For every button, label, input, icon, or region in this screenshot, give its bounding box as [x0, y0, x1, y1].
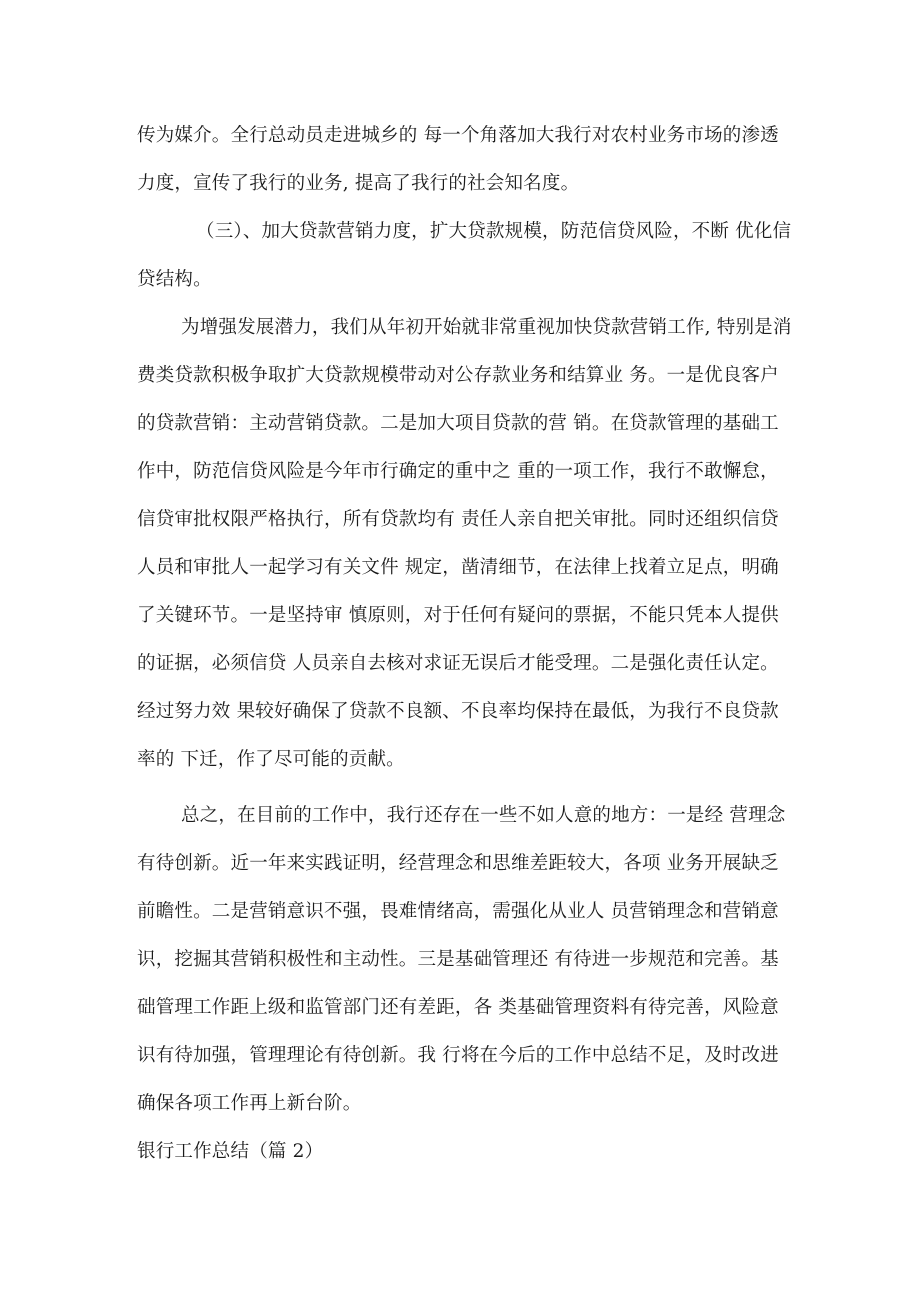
- paragraph-loans-line-4: 作中，防范信贷风险是今年市行确定的重中之 重的一项工作，我行不敢懈怠，: [137, 461, 779, 482]
- paragraph-summary-line-2: 有待创新。近一年来实践证明，经营理念和思维差距较大，各项 业务开展缺乏: [137, 853, 779, 874]
- paragraph-loans-line-9: 经过努力效 果较好确保了贷款不良额、不良率均保持在最低，为我行不良贷款: [137, 701, 779, 722]
- paragraph-summary-line-7: 确保各项工作再上新台阶。: [137, 1093, 362, 1114]
- paragraph-summary-line-5: 础管理工作距上级和监管部门还有差距，各 类基础管理资料有待完善，风险意: [137, 997, 779, 1018]
- paragraph-summary-line-6: 识有待加强，管理理论有待创新。我 行将在今后的工作中总结不足，及时改进: [137, 1045, 779, 1066]
- paragraph-loans-line-6: 人员和审批人一起学习有关文件 规定，凿清细节，在法律上找着立足点，明确: [137, 557, 779, 578]
- paragraph-media-line-1: 传为媒介。全行总动员走进城乡的 每一个角落加大我行对农村业务市场的渗透: [137, 125, 779, 146]
- paragraph-loans-line-10: 率的 下迁，作了尽可能的贡献。: [137, 749, 405, 770]
- paragraph-loans-line-2: 费类贷款积极争取扩大贷款规模带动对公存款业务和结算业 务。一是优良客户: [137, 365, 779, 386]
- paragraph-summary-line-3: 前瞻性。二是营销意识不强，畏难情绪高，需强化从业人 员营销理念和营销意: [137, 901, 779, 922]
- paragraph-loans-line-3: 的贷款营销：主动营销贷款。二是加大项目贷款的营 销。在贷款管理的基础工: [137, 413, 779, 434]
- paragraph-loans-line-1: 为增强发展潜力，我们从年初开始就非常重视加快贷款营销工作, 特别是消: [181, 317, 792, 338]
- section-heading-three-line-1: （三）、加大贷款营销力度，扩大贷款规模，防范信贷风险，不断 优化信: [196, 221, 792, 242]
- next-section-title: 银行工作总结（篇 2）: [137, 1141, 324, 1162]
- paragraph-media-line-2: 力度，宣传了我行的业务, 提高了我行的社会知名度。: [137, 173, 580, 194]
- paragraph-loans-line-7: 了关键环节。一是坚持审 慎原则，对于任何有疑问的票据，不能只凭本人提供: [137, 605, 779, 626]
- section-heading-three-line-2: 贷结构。: [137, 269, 212, 290]
- paragraph-loans-line-8: 的证据，必须信贷 人员亲自去核对求证无误后才能受理。二是强化责任认定。: [137, 653, 779, 674]
- paragraph-summary-line-1: 总之，在目前的工作中，我行还存在一些不如人意的地方：一是经 营理念: [181, 805, 786, 826]
- paragraph-summary-line-4: 识，挖掘其营销积极性和主动性。三是基础管理还 有待进一步规范和完善。基: [137, 949, 779, 970]
- paragraph-loans-line-5: 信贷审批权限严格执行，所有贷款均有 责任人亲自把关审批。同时还组织信贷: [137, 509, 779, 530]
